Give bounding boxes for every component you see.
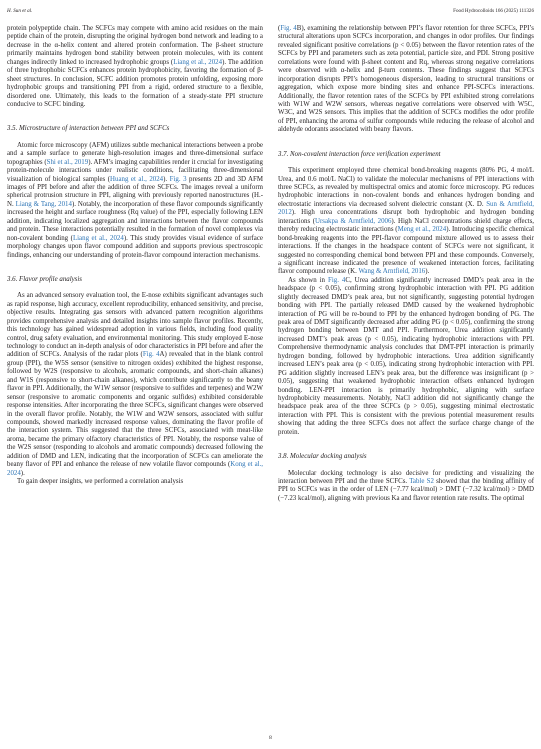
running-head: [7, 8, 534, 16]
text-run: As an advanced sensory evaluation tool, the E-nose exhibits significant advantages such as rapid response, high accuracy, excellent reproducibility, enhanced sensitivity, and precise, objective results. Integrating gas sensors with advanced pattern recognition algorithms provides comprehensive analysis and detailed insights into sample flavor profiles. Recently, this technology has gained widespread adoption in various fields, including food quality control, drug safety evaluation, and environmental monitoring. This study employed E-nose technology to conduct an in-depth analysis of odor characteristics in PPI before and after the addition of SCFCs. Analysis of the radar plots (: [7, 292, 263, 359]
text-run: ). The addition of three hydrophobic SCFCs enhances protein hydrophobicity, favoring the formation of β-sheet structures. In conclusion, SCFC addition promotes protein unfolding, exposing more hydrophobic groups and transitioning PPI from a rigid, ordered structure to a flexible, disordered one. Ultimately, this leads to the formation of a steady-state PPI structure conducive to SCFC binding.: [7, 58, 263, 108]
paragraph-afm: [7, 142, 263, 260]
right-column: [278, 25, 534, 503]
page-number: 8: [269, 735, 272, 741]
table-link[interactable]: Table S2: [409, 478, 434, 485]
paragraph-intro: [7, 25, 263, 109]
section-heading-3-8: 3.8. Molecular docking analysis: [278, 453, 367, 461]
section-heading-3-5: 3.5. Microstructure of interaction between PPI and SCFCs: [7, 125, 170, 133]
text-run: presents 2D and 3D AFM images of PPI before and after the addition of three SCFCs. The images reveal a uniform spherical protrusion structure in PPI, aligning with previously reported nanostructures (H.-N.: [7, 175, 263, 208]
paragraph-bond-reagents: [278, 167, 534, 277]
citation-link[interactable]: Huang et al., 2024: [110, 175, 164, 183]
text-run: Atomic force microscopy (AFM) utilizes subtle mechanical interactions between a probe and a sample surface to generate high-resolution images and three-dimensional surface topographies (: [7, 141, 263, 166]
citation-link[interactable]: Wang & Arntfield, 2016: [358, 268, 426, 276]
figure-link[interactable]: Fig. 3: [169, 175, 187, 183]
text-run: ). AFM’s imaging capabilities render it crucial for investigating protein-molecule interactions under realistic conditions, facilitating three-dimensional visualization of biological samples (: [7, 158, 263, 183]
left-column: [7, 25, 263, 486]
text-run: protein polypeptide chain. The SCFCs may compete with amino acid residues on the main peptide chain of the protein, disrupting the original hydrogen bond network and leading to a decrease in the α-helix content and altered protein conformation. The β-sheet structure primarily maintains hydrogen bond stability between protein molecules, with its content changes indirectly linked to increased hydrophobic groups (: [7, 25, 263, 66]
citation-link[interactable]: Ursakpa & Arntfield, 2006: [315, 217, 392, 225]
paragraph-correlation: [278, 25, 534, 135]
text-run: showed that the binding affinity of PPI to SCFCs was in the order of LEN (−7.77 kcal/mol) > DMT (−7.32 kcal/mol) > DMD (−7.23 kcal/mol), aligning with previous Ka and flavor retention rate results. The optimal: [278, 478, 534, 502]
citation-link[interactable]: Liang et al., 2024: [173, 58, 223, 66]
text-run: C, Urea addition significantly increased DMD’s peak area in the headspace (p < 0.05), confirming strong hydrophobic interaction with PPI. PG addition slightly decreased DMD’s peak area, but not significantly, suggesting potential hydrogen bonding with PPI. The partially released DMD caused by the weakened hydrophobic interaction of PG will be re-bound to PPI by the enhanced hydrogen bonding of PG. The peak area of DMT significantly decreased after adding PG (p < 0.05), confirming the strong hydrogen bonding between DMT and PPI. Furthermore, Urea addition significantly increased DMT’s peak areas (p < 0.05), indicating hydrophobic interactions with PPI. Comprehensive thermodynamic analysis concludes that DMT-PPI interaction is primarily hydrogen bonding, followed by hydrophobic interactions. Urea addition significantly increased LEN’s peak area (p < 0.05), indicating strong hydrophobic interaction with PPI. PG addition slightly increased LEN’s peak area, but the difference was insignificant (p > 0.05), suggesting that weakened hydrophobic interaction offsets enhanced hydrogen bonding. LEN-PPI interaction is primarily hydrophobic, aligning with surface hydrophobicity measurements. Notably, NaCl addition did not significantly change the headspace peak area of the three SCFCs (p > 0.05), suggesting minimal electrostatic interaction with PPI. This is consistent with the previous potential measurement results showing that adding the three SCFCs does not affect the surface charge change of the protein.: [278, 276, 534, 436]
text-run: ). This study provides visual evidence of surface morphology changes upon flavor compound addition and supports previous spectroscopic findings, enhancing our understanding of protein-flavor compound interaction mechanisms.: [7, 234, 263, 259]
text-run: (: [278, 25, 281, 32]
text-run: This experiment employed three chemical bond-breaking reagents (80% PG, 4 mol/L Urea, and 0.6 mol/L NaCl) to validate the molecular mechanisms of PPI interactions with three SCFCs, as revealed by multispectral omics and atomic force microscopy. PG reduces hydrophobic interactions in non-covalent bonds and enhances hydrogen bonding and electrostatic interactions via decreased solvent dielectric constant (X. D.: [278, 167, 534, 208]
paragraph-enose: [7, 292, 263, 478]
citation-link[interactable]: Meng et al., 2024: [397, 226, 447, 234]
text-run: A) revealed that in the blank control group (PPI), the W5S sensor (sensitive to nitrogen oxides) exhibited the highest response, followed by W2S (responsive to alcohols, aromatic compounds, and short-chain alkanes) and W1S (responsive to short-chain alkanes), which contribute significantly to the beany flavor in PPI. Additionally, the W1W sensor (responsive to sulfides and terpenes) and W2W sensor (responsive to aromatic components and organic sulfides) exhibited considerable response intensities. After incorporating the three SCFCs, significant changes were observed in the overall flavor profile. Notably, the W1W and W2W sensors, associated with sulfur compounds, showed markedly increased response values, dominating the flavor profile of the interaction system. This suggested that the three SCFCs, associated with meat-like aroma, became the primary olfactory characteristics of PPI. Notably, the response value of the W2S sensor (responding to alcohols and aromatic compounds) decreased following the addition of DMD and LEN, indicating that the incorporation of SCFCs can ameliorate the beany flavor of PPI and enhance the release of new volatile flavor compounds (: [7, 351, 263, 469]
citation-link[interactable]: Kong et al., 2024: [7, 461, 263, 477]
text-run: Molecular docking technology is also decisive for predicting and visualizing the interaction between PPI and the three SCFCs.: [278, 469, 534, 485]
paragraph-docking: [278, 470, 534, 504]
section-heading-3-6: 3.6. Flavor profile analysis: [7, 275, 82, 283]
text-run: ).: [163, 175, 170, 183]
paragraph-correlation-start: To gain deeper insights, we performed a correlation analysis: [17, 478, 184, 485]
citation-link[interactable]: Sun & Arntfield, 2012: [278, 200, 534, 217]
text-run: B), examining the relationship between PPI’s flavor retention for three SCFCs, PPI’s structural alterations upon SCFCs incorporation, and changes in odor profiles. Our findings revealed significant positive correlations (p < 0.05) between the flavor retention rates of the SCFCs by PPI and parameters such as zeta potential, particle size, and PDI. Strong positive correlations were found with β-sheet content and Rq, whereas strong negative correlations were observed with α-helix and β-turn contents. These findings suggest that SCFCs incorporation disrupts PPI’s homogeneous dispersion, leading to structural transitions or aggregation, which expose more binding sites and enhance PPI-SCFCs interactions. Additionally, the flavor retention rates of the SCFCs by PPI exhibited strong correlations with W1W and W2W sensors, whereas negative correlations were observed with W5C, W3C, and W2S sensors. This implies that the addition of SCFCs modifies the odor profile of PPI, enhancing the aroma of sulfur compounds while reducing the release of alcohol and aldehyde odorants associated with beany flavors.: [278, 25, 534, 134]
citation-link[interactable]: Liang et al., 2024: [72, 234, 124, 242]
figure-link[interactable]: Fig. 4: [142, 351, 160, 359]
running-head-journal: Food Hydrocolloids 166 (2025) 111326: [453, 8, 534, 14]
citation-link[interactable]: Liang & Tang, 2014: [15, 200, 72, 208]
figure-link[interactable]: Fig. 4: [328, 276, 346, 284]
figure-link[interactable]: Fig. 4: [280, 25, 297, 32]
text-run: ). Introducing specific chemical bond-breaking reagents into the PPI-flavor compound mixture allowed us to assess their interactions. If the changes in the headspace content of SCFCs were not significant, it suggested no corresponding chemical bond between PPI and these compounds. Conversely, a significant increase indicated the presence of weakened interaction forces, facilitating flavor compound release (K.: [278, 226, 534, 276]
running-head-authors: H. Sun et al.: [7, 8, 33, 14]
paragraph-fig4c: [278, 277, 534, 437]
text-run: As shown in: [288, 276, 328, 284]
text-run: ). Notably, the incorporation of these flavor compounds significantly increased the height and surface roughness (Rq value) of the PPI, especially following LEN addition, indicating localized aggregation and interactions between the flavor compounds and protein. These interactions potentially resulted in the formation of novel complexes via non-covalent bonding (: [7, 200, 264, 242]
text-run: ).: [425, 268, 430, 276]
citation-link[interactable]: Shi et al., 2019: [46, 158, 89, 166]
section-heading-3-7: 3.7. Non-covalent interaction force verification experiment: [278, 150, 441, 158]
text-run: ). High urea concentrations disrupt both hydrophobic and hydrogen bonding interactions (: [278, 209, 534, 225]
text-run: ). High NaCl concentrations shield charge effects, thereby reducing electrostatic interactions (: [278, 217, 534, 234]
text-run: ).: [20, 469, 25, 477]
